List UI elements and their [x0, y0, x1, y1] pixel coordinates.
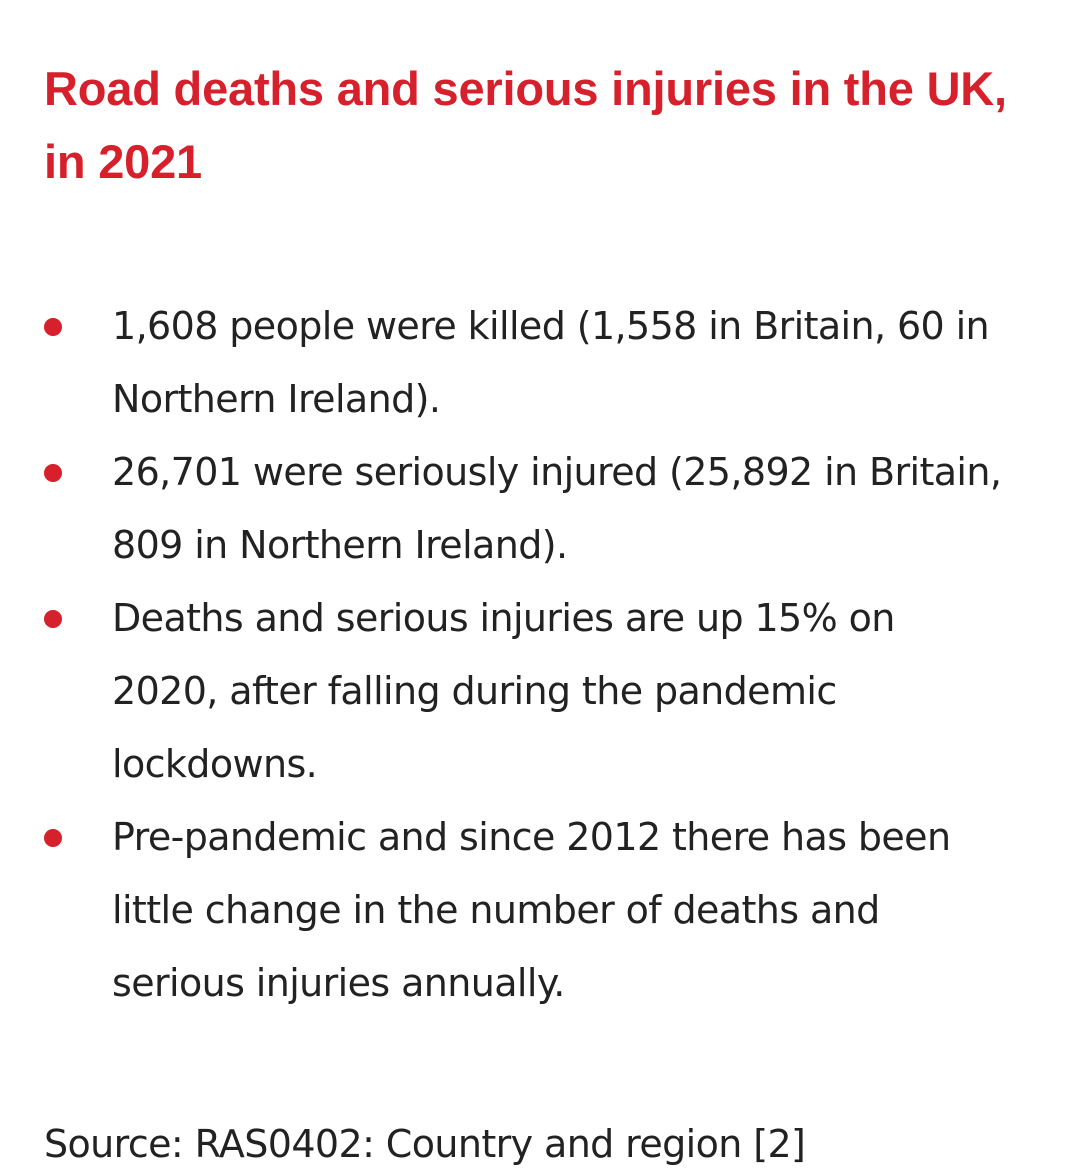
bullet-text: 1,608 people were killed (1,558 in Britain, 60 in Northern Ireland). [112, 304, 990, 421]
list-item [44, 801, 1004, 1020]
bullet-icon [44, 610, 62, 628]
bullet-icon [44, 318, 62, 336]
page-title: Road deaths and serious injuries in the UK, in 2021 [44, 62, 1007, 188]
list-item [44, 582, 1004, 801]
list-item [44, 436, 1004, 582]
source-citation: Source: RAS0402: Country and region [2] [44, 1122, 806, 1166]
article-card [44, 52, 1024, 1166]
list-item [44, 290, 1004, 436]
bullet-icon [44, 464, 62, 482]
bullet-text: Deaths and serious injuries are up 15% on 2020, after falling during the pandemic lockdowns. [112, 596, 895, 786]
bullet-text: Pre-pandemic and since 2012 there has been little change in the number of deaths and serious injuries annually. [112, 815, 951, 1005]
bullet-list [44, 290, 1004, 1020]
bullet-text: 26,701 were seriously injured (25,892 in Britain, 809 in Northern Ireland). [112, 450, 1002, 567]
bullet-icon [44, 829, 62, 847]
